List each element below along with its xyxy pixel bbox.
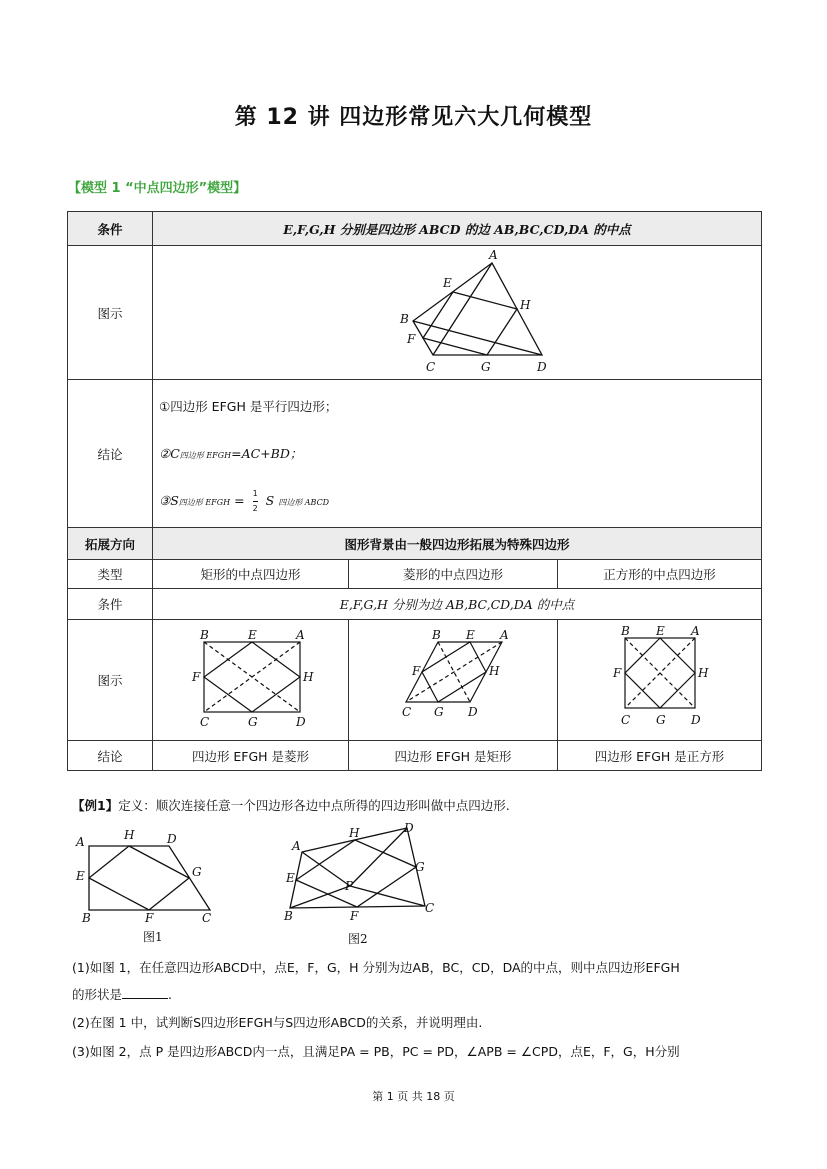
condition-text: E,F,G,H 分别是四边形 ABCD 的边 AB,BC,CD,DA 的中点	[153, 212, 762, 246]
cond-text: E,F,G,H 分别为边 AB,BC,CD,DA 的中点	[153, 589, 762, 620]
svg-text:H: H	[697, 666, 708, 680]
svg-text:A: A	[295, 630, 305, 642]
svg-text:B: B	[284, 909, 293, 923]
svg-text:H: H	[124, 828, 135, 842]
type-square: 正方形的中点四边形	[558, 560, 762, 589]
square-midpoint-diagram	[595, 626, 725, 734]
svg-text:B: B	[432, 630, 441, 642]
rhombus-figure-cell	[349, 620, 558, 741]
svg-text:A: A	[292, 839, 301, 853]
svg-text:H: H	[520, 297, 531, 312]
page-footer: 第 1 页 共 18 页	[372, 1090, 455, 1103]
svg-text:F: F	[407, 331, 416, 346]
conclusion-rhombus: 四边形 EFGH 是矩形	[349, 741, 558, 771]
svg-text:D: D	[690, 713, 701, 727]
example-definition: 【例1】定义：顺次连接任意一个四边形各边中点所得的四边形叫做中点四边形.	[72, 798, 510, 813]
svg-text:E: E	[286, 871, 295, 885]
square-figure-cell	[558, 620, 762, 741]
extension-text: 图形背景由一般四边形拓展为特殊四边形	[153, 528, 762, 560]
svg-text:G: G	[655, 713, 666, 727]
model-table	[67, 211, 762, 771]
svg-text:H: H	[349, 826, 360, 840]
svg-text:A: A	[690, 626, 700, 638]
svg-text:E: E	[247, 630, 257, 642]
svg-text:G: G	[415, 860, 425, 874]
conclusion-label: 结论	[68, 380, 153, 528]
answer-blank[interactable]	[122, 998, 168, 999]
model-heading: 【模型 1 “中点四边形”模型】	[68, 181, 247, 196]
conclusion-square: 四边形 EFGH 是正方形	[558, 741, 762, 771]
svg-text:E: E	[76, 869, 85, 883]
svg-text:E: E	[466, 630, 475, 642]
conclusion-rectangle: 四边形 EFGH 是菱形	[153, 741, 349, 771]
question-2: (2)在图 1 中，试判断S四边形EFGH与S四边形ABCD的关系，并说明理由.	[72, 1015, 483, 1030]
svg-text:C: C	[202, 911, 212, 925]
svg-text:B: B	[400, 311, 409, 326]
svg-text:F: F	[191, 670, 200, 684]
conclusion-1: ①四边形 EFGH 是平行四边形；	[159, 399, 338, 414]
rectangle-midpoint-diagram	[186, 630, 316, 730]
svg-text:C: C	[199, 715, 209, 729]
condition-label: 条件	[68, 212, 153, 246]
figure-1-diagram	[72, 826, 232, 926]
svg-text:C: C	[402, 705, 412, 719]
fig-label: 图示	[68, 620, 153, 741]
svg-text:D: D	[537, 359, 547, 374]
svg-text:B: B	[620, 626, 630, 638]
rectangle-figure-cell	[153, 620, 349, 741]
svg-text:A: A	[500, 630, 509, 642]
figure-2-diagram	[280, 820, 445, 926]
type-label: 类型	[68, 560, 153, 589]
svg-text:F: F	[350, 909, 359, 923]
svg-text:C: C	[425, 901, 435, 915]
svg-text:G: G	[434, 705, 444, 719]
svg-text:H: H	[302, 670, 313, 684]
svg-text:C: C	[620, 713, 630, 727]
svg-text:C: C	[426, 359, 436, 374]
concl-label: 结论	[68, 741, 153, 771]
svg-text:A: A	[76, 835, 85, 849]
type-rectangle: 矩形的中点四边形	[153, 560, 349, 589]
svg-text:G: G	[247, 715, 258, 729]
extension-label: 拓展方向	[68, 528, 153, 560]
svg-text:G: G	[192, 865, 202, 879]
svg-text:A: A	[489, 248, 498, 262]
svg-text:B: B	[199, 630, 209, 642]
svg-text:D: D	[167, 832, 177, 846]
svg-text:D: D	[295, 715, 306, 729]
question-1-continued: 的形状是 .	[72, 987, 172, 1002]
figure-cell	[153, 246, 762, 380]
general-quadrilateral-diagram	[357, 249, 557, 377]
svg-text:H: H	[489, 664, 500, 678]
figure-1-caption: 图1	[143, 930, 163, 944]
svg-text:F: F	[412, 664, 421, 678]
conclusion-cell	[153, 380, 762, 528]
svg-text:D: D	[468, 705, 478, 719]
svg-text:F: F	[145, 911, 154, 925]
figure-2-caption: 图2	[348, 932, 368, 946]
cond-label: 条件	[68, 589, 153, 620]
conclusion-2: ②C四边形 EFGH=AC+BD；	[159, 446, 303, 461]
svg-text:P: P	[345, 879, 354, 893]
svg-text:E: E	[443, 275, 452, 290]
question-3: (3)如图 2，点 P 是四边形ABCD内一点，且满足PA = PB，PC = PD，∠APB = ∠CPD，点E，F，G，H分别	[72, 1044, 680, 1059]
figure-label: 图示	[68, 246, 153, 380]
svg-text:D: D	[404, 821, 414, 835]
conclusion-3: ③S四边形 EFGH = $\frac{1}{2}$ S 四边形 ABCD	[159, 489, 330, 513]
svg-text:E: E	[655, 626, 665, 638]
page-title: 第 12 讲 四边形常见六大几何模型	[234, 105, 593, 130]
question-1: (1)如图 1，在任意四边形ABCD中，点E，F，G，H 分别为边AB，BC，CD，DA的中点，则中点四边形EFGH	[72, 960, 680, 975]
svg-text:G: G	[481, 359, 491, 374]
type-rhombus: 菱形的中点四边形	[349, 560, 558, 589]
rhombus-midpoint-diagram	[388, 630, 518, 730]
svg-text:B: B	[82, 911, 91, 925]
svg-text:F: F	[612, 666, 621, 680]
